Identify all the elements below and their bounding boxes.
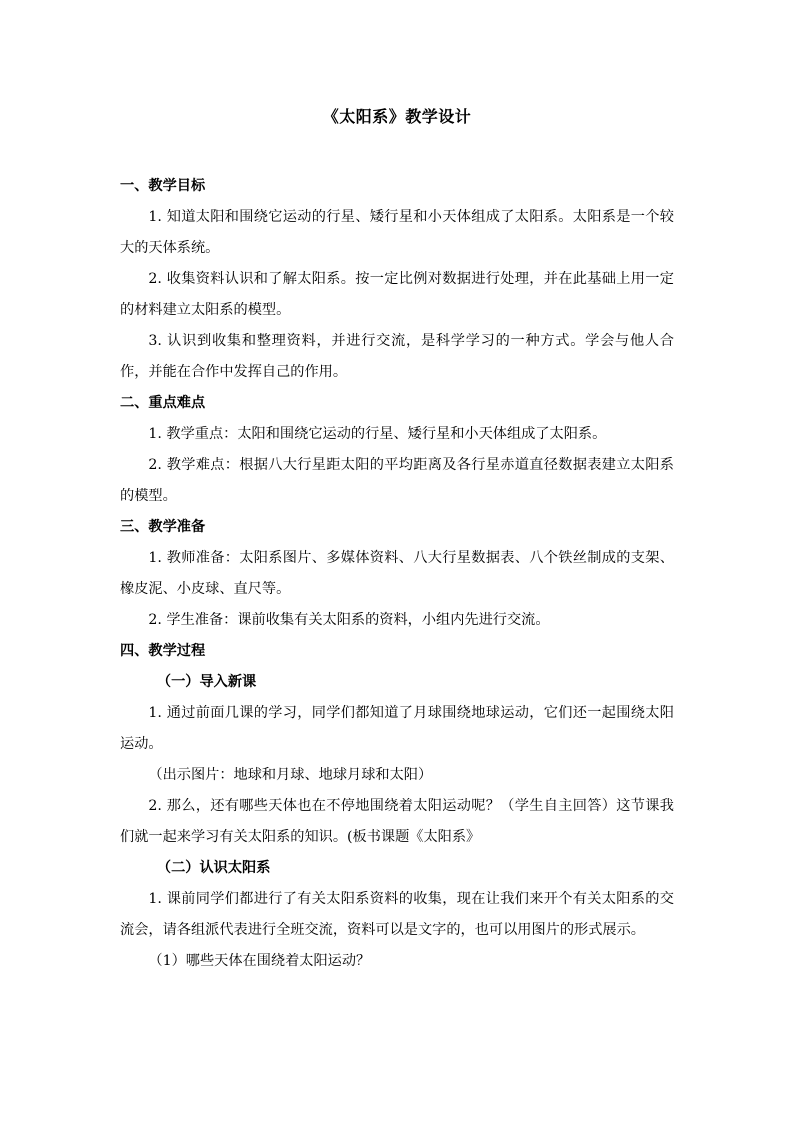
paragraph: 1. 教师准备：太阳系图片、多媒体资料、八大行星数据表、八个铁丝制成的支架、橡皮泥、小皮球、直尺等。 [120,550,674,597]
subsection-heading-understand: （二）认识太阳系 [156,860,271,876]
paragraph: 1. 知道太阳和围绕它运动的行星、矮行星和小天体组成了太阳系。太阳系是一个较大的天体系统。 [120,209,674,256]
subsection-heading-intro: （一）导入新课 [156,674,257,690]
document-body [120,171,674,977]
paragraph: （1）哪些天体在围绕着太阳运动？ [148,953,371,969]
paragraph: 1. 课前同学们都进行了有关太阳系资料的收集，现在让我们来开个有关太阳系的交流会，请各组派代表进行全班交流，资料可以是文字的，也可以用图片的形式展示。 [120,891,674,938]
section-heading-key-points: 二、重点难点 [120,395,206,411]
section-heading-preparation: 三、教学准备 [120,519,206,535]
paragraph: 2. 教学难点：根据八大行星距太阳的平均距离及各行星赤道直径数据表建立太阳系的模型。 [120,457,674,504]
paragraph: 1. 教学重点：太阳和围绕它运动的行星、矮行星和小天体组成了太阳系。 [148,426,607,442]
paragraph: 2. 那么，还有哪些天体也在不停地围绕着太阳运动呢？（学生自主回答）这节课我们就一起来学习有关太阳系的知识。(板书课题《太阳系》 [120,798,674,845]
document-title: 《太阳系》教学设计 [322,107,472,126]
paragraph: 2. 收集资料认识和了解太阳系。按一定比例对数据进行处理，并在此基础上用一定的材料建立太阳系的模型。 [120,271,674,318]
paragraph: （出示图片：地球和月球、地球月球和太阳） [148,767,433,783]
paragraph: 2. 学生准备：课前收集有关太阳系的资料，小组内先进行交流。 [148,612,550,628]
section-heading-goals: 一、教学目标 [120,178,206,194]
paragraph: 1. 通过前面几课的学习，同学们都知道了月球围绕地球运动，它们还一起围绕太阳运动。 [120,705,674,752]
section-heading-process: 四、教学过程 [120,643,206,659]
paragraph: 3. 认识到收集和整理资料，并进行交流，是科学学习的一种方式。学会与他人合作，并能在合作中发挥自己的作用。 [120,333,674,380]
